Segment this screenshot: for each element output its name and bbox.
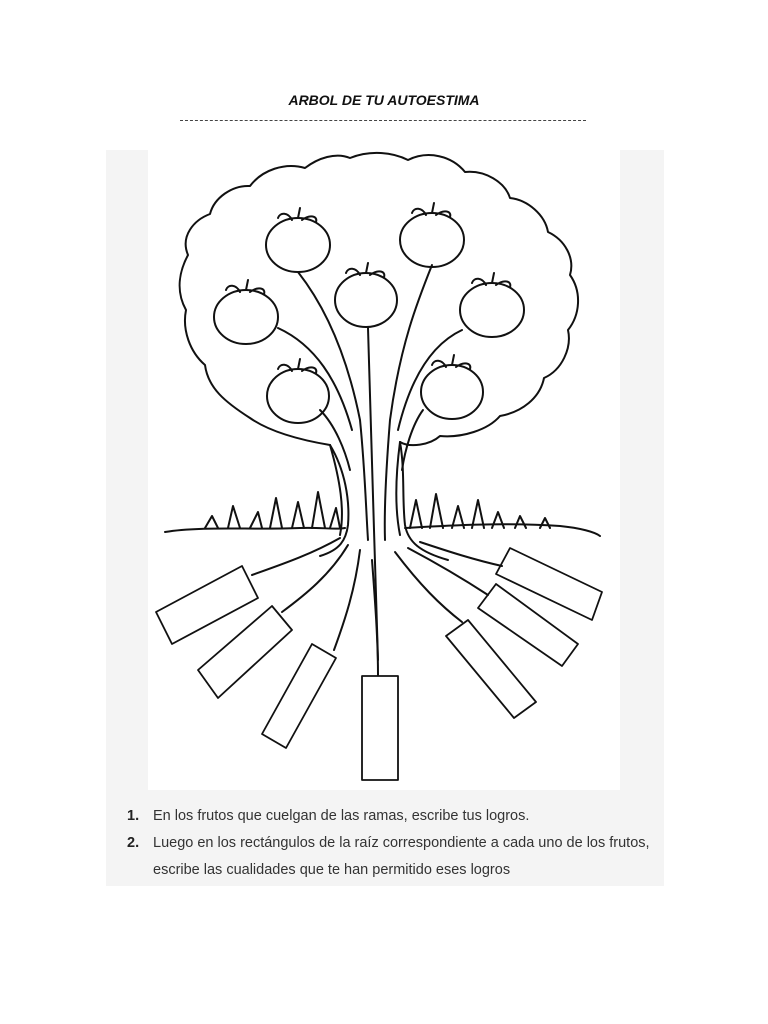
fruit-2 [400,203,464,267]
branch-right [398,330,462,430]
branch-center-right [385,265,432,540]
fruit-7 [421,355,483,419]
fruit-5 [460,273,524,337]
instructions-list [127,803,667,884]
instruction-step-2 [127,830,667,884]
root-3 [334,550,360,650]
root-box-7 [496,548,602,620]
step-number: 1. [127,808,140,824]
step-text: En los frutos que cuelgan de las ramas, escribe tus logros. [153,808,530,824]
grass-blades-right [410,494,550,528]
root-box-6 [478,584,578,666]
page-title: ARBOL DE TU AUTOESTIMA [288,92,480,108]
root-5 [395,552,462,622]
step-number: 2. [127,835,140,851]
root-box-3 [262,644,336,748]
branch-far-right [402,410,423,470]
fruit-3 [335,263,397,327]
grass-blades-left [205,492,340,528]
fruit-6 [267,359,329,423]
root-2 [282,545,348,612]
branch-center [368,328,378,660]
root-box-2 [198,606,292,698]
root-6 [408,548,488,595]
fruit-4 [214,280,278,344]
fruit-1 [266,208,330,272]
step-text: Luego en los rectángulos de la raíz correspondiente a cada uno de los frutos, escribe las cualidades que te han permitido eses logros [153,835,650,878]
tree-canopy [180,153,578,445]
root-box-4 [362,676,398,780]
branch-left [278,328,352,430]
root-box-5 [446,620,536,718]
instruction-step-1 [127,803,667,830]
root-1 [252,538,340,575]
branch-center-left [298,272,368,540]
inner-branch-2 [396,442,400,535]
grass-line-left [165,528,345,532]
